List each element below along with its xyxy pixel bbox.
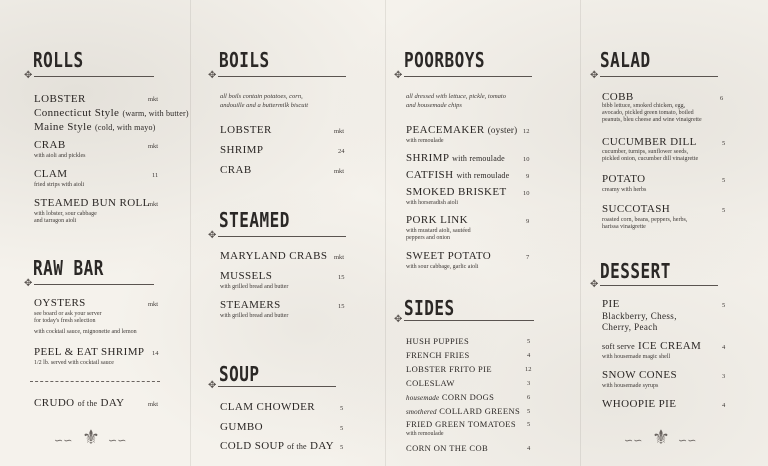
- sides-heading: SIDES: [404, 296, 455, 320]
- item-name: CRAB: [34, 139, 66, 151]
- item-price: 4: [527, 445, 531, 452]
- heading-rule: [34, 76, 154, 77]
- ornament-icon: ✥: [24, 278, 33, 289]
- item-desc: with grilled bread and butter: [220, 313, 289, 319]
- scroll-ornament-icon: ∽∽: [624, 435, 643, 447]
- item-price: 4: [527, 352, 531, 359]
- item-price: mkt: [334, 128, 345, 135]
- item-price: 5: [527, 421, 531, 428]
- item-price: mkt: [334, 168, 345, 175]
- item-name: PEACEMAKER (oyster): [406, 124, 518, 136]
- item-name: SHRIMP: [220, 144, 264, 156]
- item-name: LOBSTER: [220, 124, 272, 136]
- item-name: STEAMED BUN ROLL: [34, 197, 150, 209]
- side-item: COLESLAW: [406, 378, 455, 388]
- heading-rule: [218, 236, 346, 237]
- heading-rule: [404, 320, 534, 321]
- item-desc: with aioli and pickles: [34, 153, 86, 159]
- item-desc: see board or ask your server: [34, 311, 102, 317]
- item-desc: with cocktail sauce, mignonette and lemon: [34, 329, 137, 335]
- heading-rule: [218, 76, 346, 77]
- item-desc: 1/2 lb. served with cocktail sauce: [34, 360, 114, 366]
- item-price: 5: [340, 405, 344, 412]
- item-name: CUCUMBER DILL: [602, 136, 697, 148]
- item-desc: harissa vinaigrette: [602, 224, 646, 230]
- item-desc: roasted corn, beans, peppers, herbs,: [602, 217, 688, 223]
- section-intro: and housemade chips: [406, 102, 462, 109]
- item-price: 6: [527, 394, 531, 401]
- item-name: CATFISH with remoulade: [406, 169, 510, 181]
- side-item: CORN ON THE COB: [406, 443, 489, 453]
- item-price: 5: [527, 338, 531, 345]
- item-price: mkt: [148, 301, 159, 308]
- item-name: PEEL & EAT SHRIMP: [34, 346, 145, 358]
- item-name: CRAB: [220, 164, 252, 176]
- ornament-icon: ✥: [208, 70, 217, 81]
- item-price: mkt: [148, 201, 159, 208]
- item-price: 10: [523, 190, 530, 197]
- item-price: 15: [338, 303, 345, 310]
- item-price: 5: [340, 444, 344, 451]
- scroll-ornament-icon: ∽∽: [54, 435, 73, 447]
- rolls-heading: ROLLS: [33, 48, 84, 72]
- side-item: housemade CORN DOGS: [406, 392, 495, 402]
- dessert-heading: DESSERT: [600, 259, 671, 283]
- item-price: 5: [722, 177, 726, 184]
- panel-fold: [385, 0, 386, 466]
- item-name: CRUDO of the DAY: [34, 397, 125, 409]
- dashed-divider: [30, 381, 160, 382]
- item-desc: peppers and onion: [406, 235, 450, 241]
- item-name: SHRIMP with remoulade: [406, 152, 505, 164]
- item-desc: Blackberry, Chess,: [602, 311, 677, 321]
- scroll-ornament-icon: ∽∽: [678, 435, 697, 447]
- item-name: MARYLAND CRABS: [220, 250, 328, 262]
- section-intro: all boils contain potatoes, corn,: [220, 93, 303, 100]
- item-price: 9: [526, 218, 530, 225]
- item-name: SWEET POTATO: [406, 250, 492, 262]
- item-price: 12: [525, 366, 532, 373]
- heading-rule: [600, 76, 718, 77]
- item-desc: with horseradish aioli: [406, 200, 458, 206]
- item-desc: and tarragon aioli: [34, 218, 77, 224]
- section-intro: all dressed with lettuce, pickle, tomato: [406, 93, 506, 100]
- ornament-icon: ✥: [590, 279, 599, 290]
- ornament-icon: ✥: [208, 230, 217, 241]
- item-name: OYSTERS: [34, 297, 86, 309]
- item-name: CLAM CHOWDER: [220, 401, 315, 413]
- heading-rule: [404, 76, 532, 77]
- heading-rule: [34, 284, 154, 285]
- item-name: SNOW CONES: [602, 369, 678, 381]
- soup-heading: SOUP: [219, 362, 260, 386]
- item-price: 3: [722, 373, 726, 380]
- item-name: LOBSTER: [34, 93, 86, 105]
- item-desc: with housemade syrups: [602, 383, 659, 389]
- side-item: FRIED GREEN TOMATOES: [406, 419, 517, 429]
- item-price: 10: [523, 156, 530, 163]
- item-name: PIE: [602, 298, 620, 310]
- item-desc: with grilled bread and butter: [220, 284, 289, 290]
- item-desc: with mustard aioli, sautéed: [406, 228, 471, 234]
- fleur-de-lis-icon: ⚜: [82, 427, 100, 449]
- item-desc: with sour cabbage, garlic aioli: [406, 264, 479, 270]
- salad-heading: SALAD: [600, 48, 651, 72]
- item-desc: for today's fresh selection: [34, 318, 96, 324]
- item-price: 5: [527, 408, 531, 415]
- item-desc: Cherry, Peach: [602, 322, 658, 332]
- item-price: 15: [338, 274, 345, 281]
- heading-rule: [600, 285, 718, 286]
- item-desc: cucumber, turnips, sunflower seeds,: [602, 149, 689, 155]
- fleur-de-lis-icon: ⚜: [652, 427, 670, 449]
- item-desc: with remoulade: [406, 431, 444, 437]
- item-name: PORK LINK: [406, 214, 468, 226]
- item-price: 3: [527, 380, 531, 387]
- item-name: SMOKED BRISKET: [406, 186, 507, 198]
- item-price: 12: [523, 128, 530, 135]
- ornament-icon: ✥: [590, 70, 599, 81]
- item-name: STEAMERS: [220, 299, 281, 311]
- item-price: 7: [526, 254, 530, 261]
- item-price: mkt: [148, 143, 159, 150]
- side-item: smothered COLLARD GREENS: [406, 406, 521, 416]
- item-price: 5: [722, 207, 726, 214]
- item-variant: Connecticut Style (warm, with butter): [34, 107, 189, 119]
- item-price: 9: [526, 173, 530, 180]
- ornament-icon: ✥: [24, 70, 33, 81]
- item-price: 6: [720, 95, 724, 102]
- item-name: POTATO: [602, 173, 646, 185]
- item-name: COLD SOUP of the DAY: [220, 440, 334, 452]
- ornament-icon: ✥: [394, 314, 403, 325]
- item-name: WHOOPIE PIE: [602, 398, 677, 410]
- item-desc: with housemade magic shell: [602, 354, 671, 360]
- item-desc: bibb lettuce, smoked chicken, egg,: [602, 103, 686, 109]
- poorboys-heading: POORBOYS: [404, 48, 486, 72]
- item-price: 24: [338, 148, 345, 155]
- item-price: 4: [722, 402, 726, 409]
- item-desc: peanuts, bleu cheese and wine vinaigrette: [602, 117, 702, 123]
- item-desc: with lobster, sour cabbage: [34, 211, 97, 217]
- item-price: mkt: [334, 254, 345, 261]
- item-name: COBB: [602, 91, 634, 103]
- item-price: 5: [722, 302, 726, 309]
- item-price: 4: [722, 344, 726, 351]
- side-item: FRENCH FRIES: [406, 350, 470, 360]
- boils-heading: BOILS: [219, 48, 270, 72]
- item-price: 14: [152, 350, 159, 357]
- ornament-icon: ✥: [208, 380, 217, 391]
- item-name: MUSSELS: [220, 270, 273, 282]
- item-desc: avocado, pickled green tomato, boiled: [602, 110, 694, 116]
- heading-rule: [218, 386, 336, 387]
- item-desc: fried strips with aioli: [34, 182, 85, 188]
- panel-fold: [580, 0, 581, 466]
- item-name: soft serve ICE CREAM: [602, 340, 702, 352]
- item-price: 5: [340, 425, 344, 432]
- steamed-heading: STEAMED: [219, 208, 290, 232]
- item-desc: creamy with herbs: [602, 187, 647, 193]
- item-price: 5: [722, 140, 726, 147]
- side-item: HUSH PUPPIES: [406, 336, 470, 346]
- section-intro: andouille and a buttermilk biscuit: [220, 102, 309, 109]
- ornament-icon: ✥: [394, 70, 403, 81]
- item-price: 11: [152, 172, 159, 179]
- panel-fold: [190, 0, 191, 466]
- item-name: SUCCOTASH: [602, 203, 671, 215]
- scroll-ornament-icon: ∽∽: [108, 435, 127, 447]
- item-desc: with remoulade: [406, 138, 444, 144]
- item-name: GUMBO: [220, 421, 263, 433]
- item-price: mkt: [148, 401, 159, 408]
- item-name: CLAM: [34, 168, 68, 180]
- side-item: LOBSTER FRITO PIE: [406, 364, 492, 374]
- item-variant: Maine Style (cold, with mayo): [34, 121, 156, 133]
- item-desc: pickled onion, cucumber dill vinaigrette: [602, 156, 699, 162]
- raw-bar-heading: RAW BAR: [33, 256, 104, 280]
- item-price: mkt: [148, 96, 159, 103]
